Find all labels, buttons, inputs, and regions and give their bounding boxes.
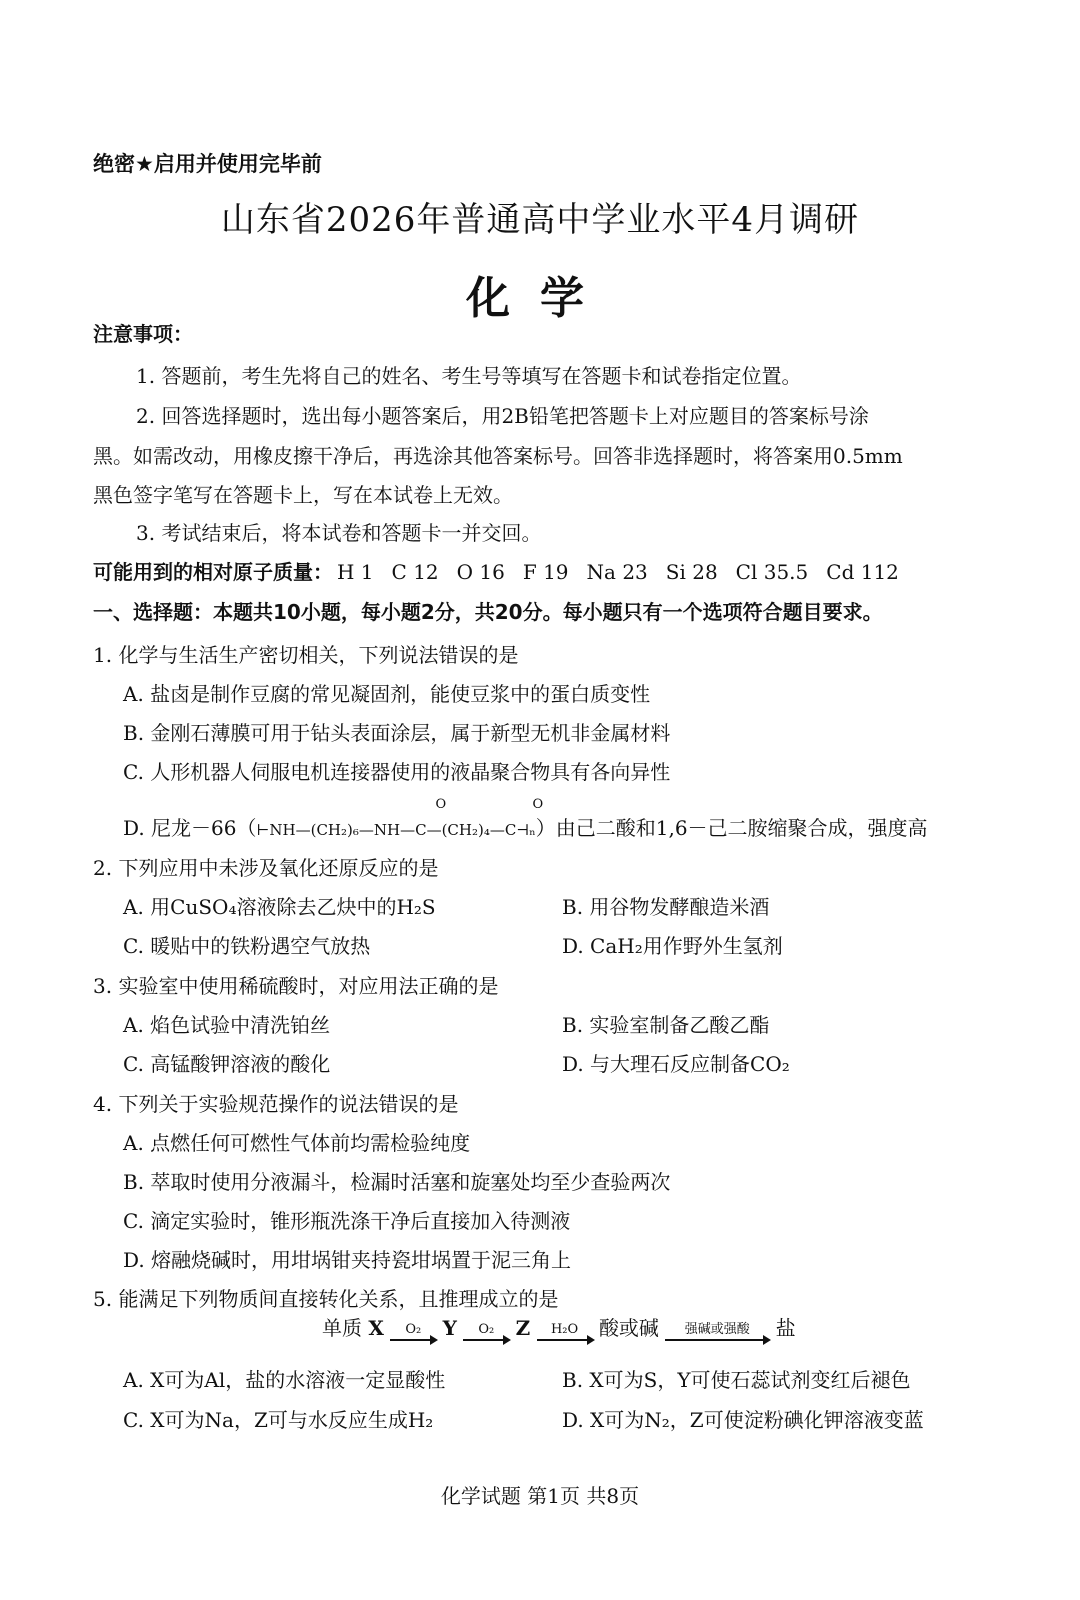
scheme-z: Z <box>515 1316 531 1340</box>
mass-cd: Cd 112 <box>826 560 899 584</box>
scheme-x: X <box>368 1316 384 1340</box>
q2-option-b: B. 用谷物发酵酿造米酒 <box>562 895 770 919</box>
q3-option-c: C. 高锰酸钾溶液的酸化 <box>123 1052 331 1076</box>
q5-option-d: D. X可为N₂，Z可使淀粉碘化钾溶液变蓝 <box>562 1408 924 1432</box>
q1-option-d-suffix: ）由己二酸和1,6－己二胺缩聚合成，强度高 <box>535 816 928 840</box>
exam-title: 山东省2026年普通高中学业水平4月调研 <box>220 200 860 240</box>
notice-item-2-cont2: 黑色签字笔写在答题卡上，写在本试卷上无效。 <box>93 483 513 507</box>
scheme-y: Y <box>442 1316 457 1340</box>
arrow-o2-1: O₂ <box>390 1323 436 1341</box>
mass-cl: Cl 35.5 <box>735 560 809 584</box>
q5-option-c: C. X可为Na，Z可与水反应生成H₂ <box>123 1408 434 1432</box>
q4-option-a: A. 点燃任何可燃性气体前均需检验纯度 <box>123 1131 471 1155</box>
mass-si: Si 28 <box>665 560 718 584</box>
scheme-start: 单质 <box>322 1316 362 1340</box>
mass-o: O 16 <box>456 560 505 584</box>
carbonyl-oxygen-1: O <box>435 797 447 812</box>
carbonyl-oxygen-2: O <box>532 797 544 812</box>
q2-option-c: C. 暖贴中的铁粉遇空气放热 <box>123 934 371 958</box>
notice-item-1: 1. 答题前，考生先将自己的姓名、考生号等填写在答题卡和试卷指定位置。 <box>136 364 802 388</box>
scheme-acid-base: 酸或碱 <box>598 1316 659 1340</box>
q1-option-d-prefix: D. 尼龙－66（ <box>123 816 257 840</box>
q5-option-b: B. X可为S，Y可使石蕊试剂变红后褪色 <box>562 1368 911 1392</box>
notice-item-3: 3. 考试结束后，将本试卷和答题卡一并交回。 <box>136 521 542 545</box>
q2-option-a: A. 用CuSO₄溶液除去乙炔中的H₂S <box>123 895 436 919</box>
nylon-formula: ⊢NH—(CH₂)₆—NH—C—(CH₂)₄—C⊣ₙ <box>256 821 536 839</box>
arrow-o2-2: O₂ <box>463 1323 509 1341</box>
confidential-label: 绝密★启用并使用完毕前 <box>93 152 322 176</box>
mass-c: C 12 <box>391 560 439 584</box>
section-1-heading: 一、选择题：本题共10小题，每小题2分，共20分。每小题只有一个选项符合题目要求。 <box>93 600 883 624</box>
q4-option-d: D. 熔融烧碱时，用坩埚钳夹持瓷坩埚置于泥三角上 <box>123 1248 572 1272</box>
q4-option-b: B. 萃取时使用分液漏斗，检漏时活塞和旋塞处均至少查验两次 <box>123 1170 671 1194</box>
q1-option-b: B. 金刚石薄膜可用于钻头表面涂层，属于新型无机非金属材料 <box>123 721 671 745</box>
q5-option-a: A. X可为Al，盐的水溶液一定显酸性 <box>123 1368 446 1392</box>
q5-stem: 5. 能满足下列物质间直接转化关系，且推理成立的是 <box>93 1287 559 1311</box>
scheme-salt: 盐 <box>775 1316 796 1340</box>
arrow-h2o: H₂O <box>537 1323 593 1341</box>
q3-option-b: B. 实验室制备乙酸乙酯 <box>562 1013 770 1037</box>
q1-option-a: A. 盐卤是制作豆腐的常见凝固剂，能使豆浆中的蛋白质变性 <box>123 682 651 706</box>
q4-option-c: C. 滴定实验时，锥形瓶洗涤干净后直接加入待测液 <box>123 1209 571 1233</box>
arrow-strong-base-acid: 强碱或强酸 <box>665 1323 769 1341</box>
q1-option-c: C. 人形机器人伺服电机连接器使用的液晶聚合物具有各向异性 <box>123 760 671 784</box>
notice-item-2: 2. 回答选择题时，选出每小题答案后，用2B铅笔把答题卡上对应题目的答案标号涂 <box>136 404 869 428</box>
subject-title: 化学 <box>466 273 614 324</box>
q3-option-a: A. 焰色试验中清洗铂丝 <box>123 1013 331 1037</box>
conversion-scheme <box>322 1312 796 1341</box>
notice-heading: 注意事项： <box>93 322 193 346</box>
q2-stem: 2. 下列应用中未涉及氧化还原反应的是 <box>93 856 439 880</box>
q1-option-d <box>123 797 928 841</box>
mass-h: H 1 <box>337 560 374 584</box>
atomic-masses-label: 可能用到的相对原子质量： <box>93 560 333 584</box>
q1-stem: 1. 化学与生活生产密切相关，下列说法错误的是 <box>93 643 519 667</box>
mass-na: Na 23 <box>586 560 648 584</box>
notice-item-2-cont: 黑。如需改动，用橡皮擦干净后，再选涂其他答案标号。回答非选择题时，将答案用0.5mm <box>93 444 903 468</box>
q2-option-d: D. CaH₂用作野外生氢剂 <box>562 934 783 958</box>
q3-option-d: D. 与大理石反应制备CO₂ <box>562 1052 790 1076</box>
atomic-masses <box>93 556 917 585</box>
nylon-structure <box>256 797 544 839</box>
mass-f: F 19 <box>522 560 569 584</box>
q3-stem: 3. 实验室中使用稀硫酸时，对应用法正确的是 <box>93 974 499 998</box>
page-footer: 化学试题 第1页 共8页 <box>440 1484 640 1508</box>
q4-stem: 4. 下列关于实验规范操作的说法错误的是 <box>93 1092 459 1116</box>
